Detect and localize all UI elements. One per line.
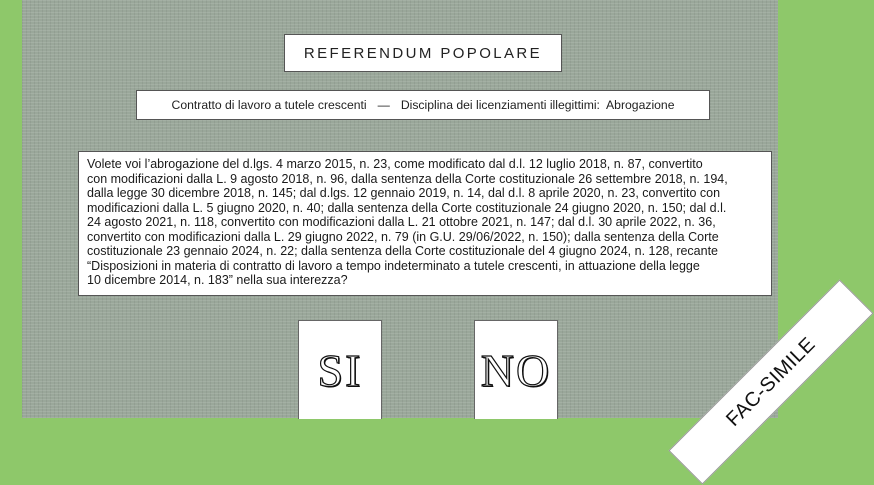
yes-option-label: SI xyxy=(317,344,363,396)
fac-simile-stamp-text: FAC-SIMILE xyxy=(721,332,820,431)
question-line: dalla legge 30 dicembre 2018, n. 145; dal d.lgs. 12 gennaio 2019, n. 14, dal d.l. 8 aprile 2020, n. 23, convertito con xyxy=(87,186,721,200)
referendum-question xyxy=(78,151,772,296)
subtitle-dash: — xyxy=(377,98,390,112)
referendum-title xyxy=(284,34,562,72)
ballot-sheet xyxy=(22,0,820,431)
question-line: Volete voi l’abrogazione del d.lgs. 4 marzo 2015, n. 23, come modificato dal d.l. 12 luglio 2018, n. 87, convertito xyxy=(87,157,703,171)
no-option-label: NO xyxy=(480,344,552,396)
question-line: convertito con modificazioni dalla L. 29 giugno 2022, n. 79 (in G.U. 29/06/2022, n. 150); dalla sentenza della Corte xyxy=(87,229,719,244)
referendum-title-text: REFERENDUM POPOLARE xyxy=(303,44,543,62)
fac-simile-stamp xyxy=(668,279,873,484)
question-line: modificazioni dalla L. 5 giugno 2020, n. 40; dalla sentenza della Corte costituzionale 24 giugno 2020, n. 150; dal d.l. xyxy=(87,200,727,215)
question-line: “Disposizioni in materia di contratto di lavoro a tempo indeterminato a tutele crescenti, in attuazione della legge xyxy=(87,258,700,273)
question-line: 10 dicembre 2014, n. 183” nella sua interezza? xyxy=(87,273,348,287)
yes-option-box[interactable] xyxy=(298,320,382,419)
no-option-box[interactable] xyxy=(474,320,558,419)
subtitle-description: Disciplina dei licenziamenti illegittimi: Abrogazione xyxy=(400,98,675,112)
referendum-subtitle xyxy=(136,90,710,120)
question-line: costituzionale 23 gennaio 2024, n. 22; dalla sentenza della Corte costituzionale del 4 giugno 2024, n. 128, recante xyxy=(87,244,719,258)
question-line: 24 agosto 2021, n. 118, convertito con modificazioni dalla L. 21 ottobre 2021, n. 147; dal d.l. 30 aprile 2022, n. 36, xyxy=(87,215,716,229)
subtitle-topic: Contratto di lavoro a tutele crescenti xyxy=(171,98,367,112)
question-line: con modificazioni dalla L. 9 agosto 2018, n. 96, dalla sentenza della Corte costituzionale 26 settembre 2018, n. 194, xyxy=(87,171,728,186)
